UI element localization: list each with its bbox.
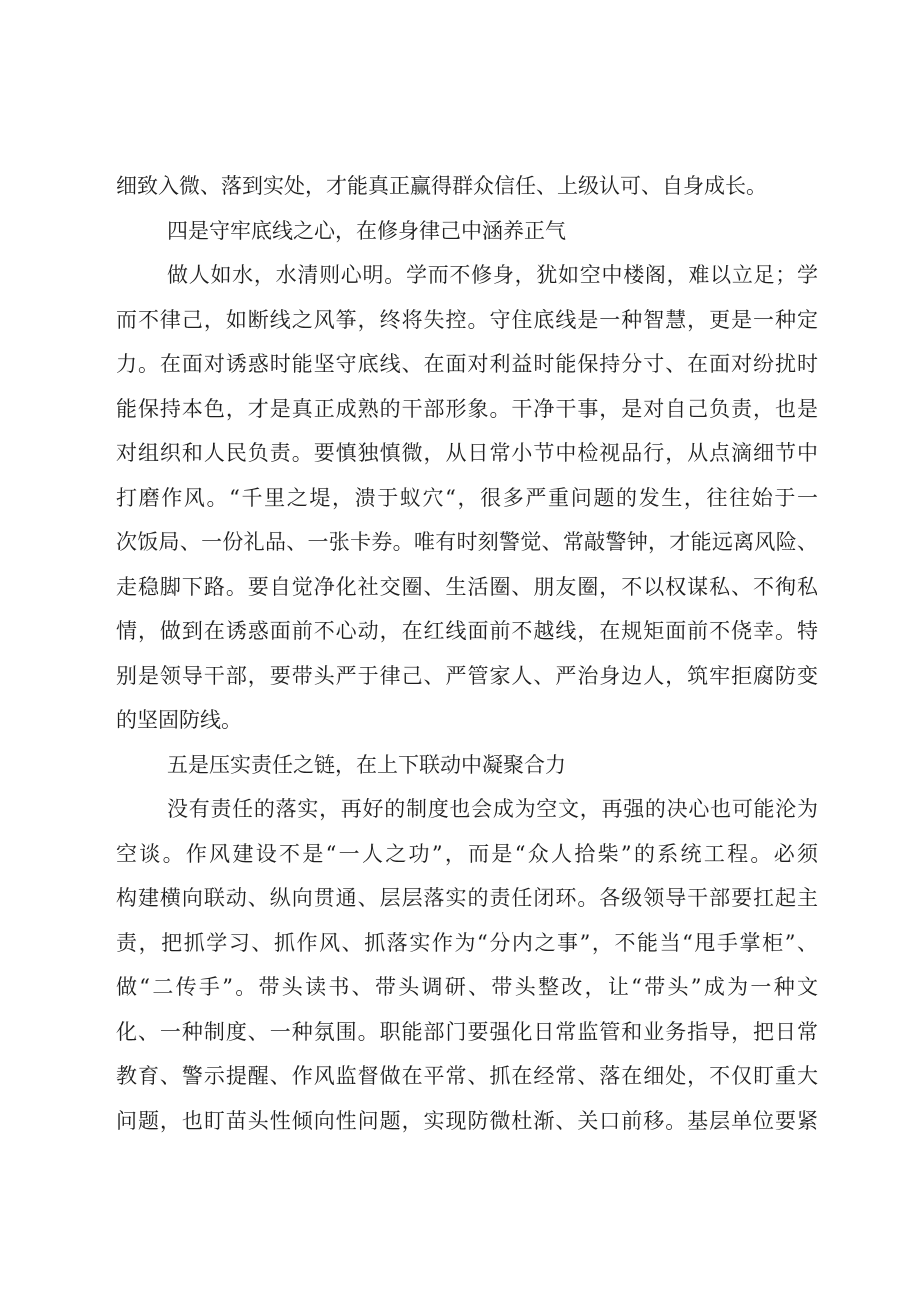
text-line: 问题，也盯苗头性倾向性问题，实现防微杜渐、关口前移。基层单位要紧 [116,1108,818,1133]
text-line: 而不律己，如断线之风筝，终将失控。守住底线是一种智慧，更是一种定 [116,307,818,332]
text-line: 别是领导干部，要带头严于律己、严管家人、严治身边人，筑牢拒腐防变 [116,663,818,688]
text-line: 的坚固防线。 [116,708,242,732]
text-line: 走稳脚下路。要自觉净化社交圈、生活圈、朋友圈，不以权谋私、不徇私 [116,574,818,599]
document-body [116,164,818,1143]
text-line: 空谈。作风建设不是“一人之功”，而是“众人拾柴”的系统工程。必须 [116,841,818,866]
text-line: 教育、警示提醒、作风监督做在平常、抓在经常、落在细处，不仅盯重大 [116,1064,818,1088]
section-heading: 四是守牢底线之心，在修身律己中涵养正气 [167,218,566,243]
text-line: 做“二传手”。带头读书、带头调研、带头整改，让“带头”成为一种文 [116,975,818,999]
text-line: 对组织和人民负责。要慎独慎微，从日常小节中检视品行，从点滴细节中 [116,441,818,465]
text-line: 情，做到在诱惑面前不心动，在红线面前不越线，在规矩面前不侥幸。特 [116,619,818,643]
section-heading: 五是压实责任之链，在上下联动中凝聚合力 [167,752,566,777]
text-line: 化、一种制度、一种氛围。职能部门要强化日常监管和业务指导，把日常 [116,1019,818,1044]
text-line: 次饭局、一份礼品、一张卡券。唯有时刻警觉、常敲警钟，才能远离风险、 [116,530,818,554]
text-line: 责，把抓学习、抓作风、抓落实作为“分内之事”，不能当“甩手掌柜”、 [116,930,818,955]
text-line: 细致入微、落到实处，才能真正赢得群众信任、上级认可、自身成长。 [116,174,767,198]
text-line: 没有责任的落实，再好的制度也会成为空文，再强的决心也可能沦为 [167,797,818,821]
text-line: 力。在面对诱惑时能坚守底线、在面对利益时能保持分寸、在面对纷扰时 [116,352,818,376]
text-line: 能保持本色，才是真正成熟的干部形象。干净干事，是对自己负责，也是 [116,396,818,421]
text-line: 做人如水，水清则心明。学而不修身，犹如空中楼阁，难以立足；学 [167,263,818,287]
text-line: 构建横向联动、纵向贯通、层层落实的责任闭环。各级领导干部要扛起主 [116,886,818,910]
text-line: 打磨作风。“千里之堤，溃于蚁穴“，很多严重问题的发生，往往始于一 [116,485,818,510]
